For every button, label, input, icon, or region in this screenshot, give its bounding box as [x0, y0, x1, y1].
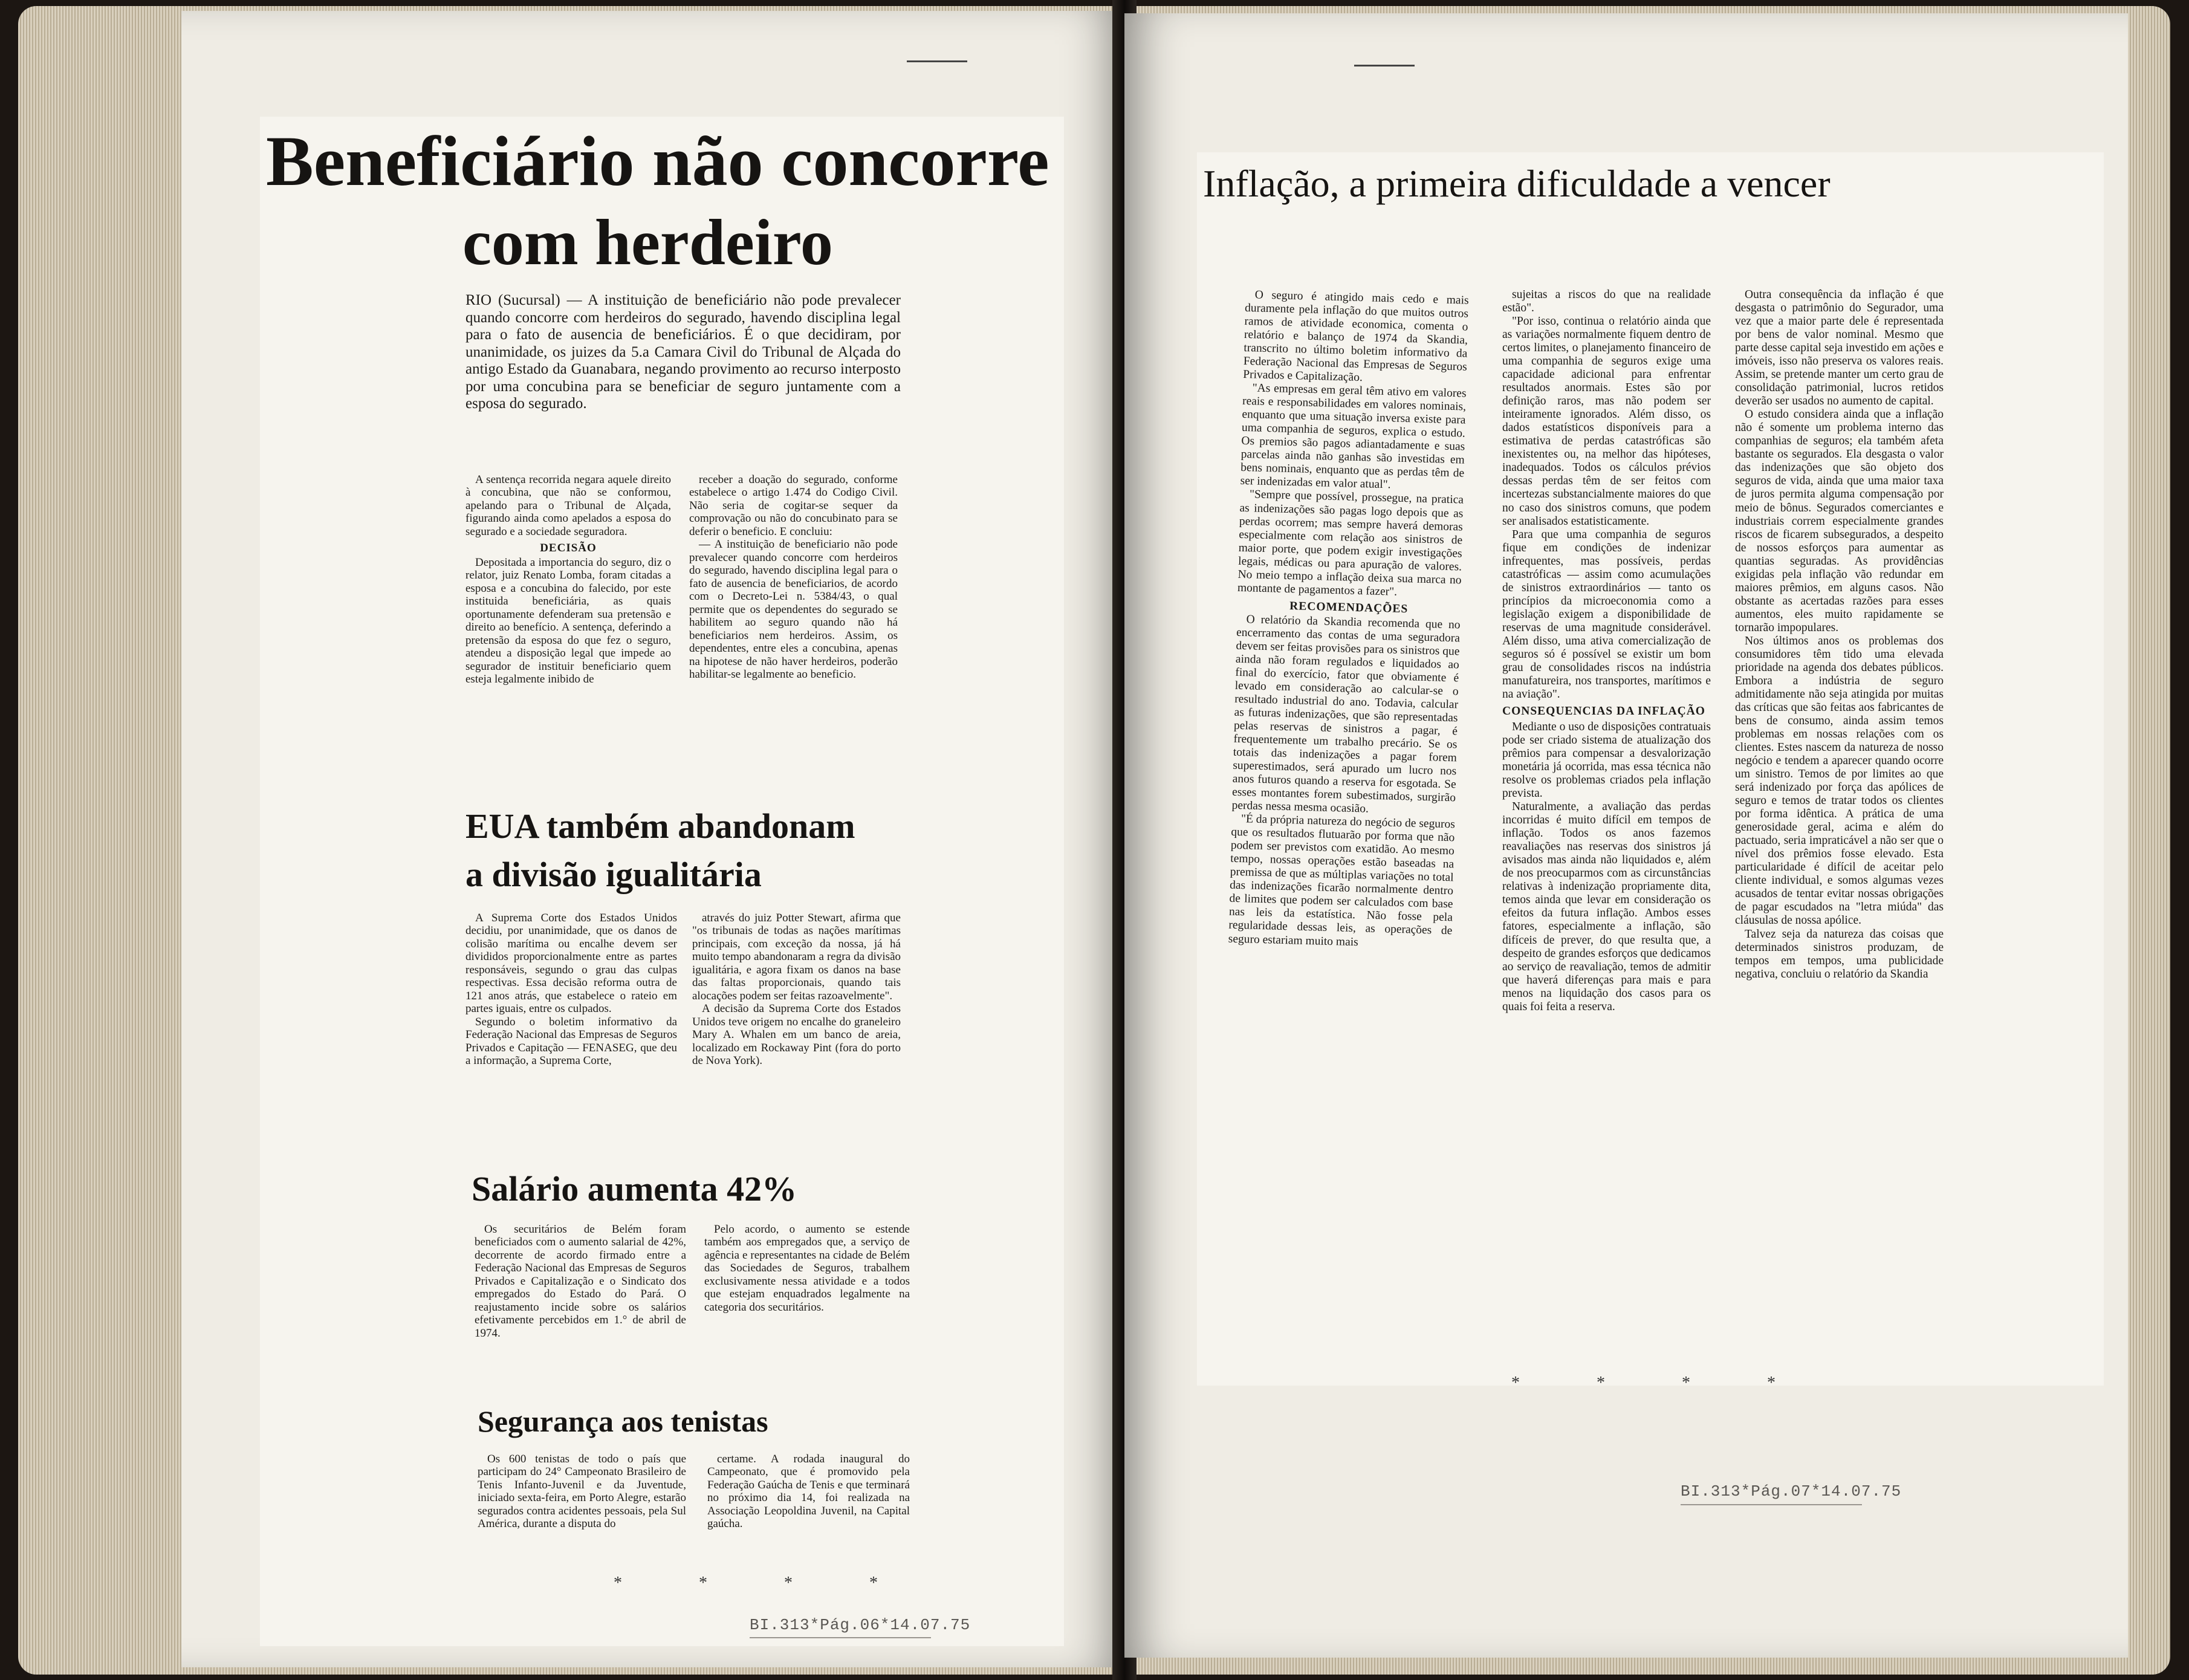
- article1-headline-line1: Beneficiário não concorre: [266, 122, 1049, 201]
- article3-headline: Salário aumenta 42%: [472, 1169, 797, 1208]
- article1-col1-paragraph-2: Depositada a importancia do seguro, diz o relator, juiz Renato Lomba, foram citadas a esposa e a concubina do falecido, por este instituida beneficiária, as quais oportunamente defenderam sua pretensão e direito ao benefício. A sentença, deferindo a pretensão da esposa do que fez o seguro, atendeu a disposição legal que impede ao segurador de instituir beneficiario quem esteja legalmente inibido de: [465, 556, 671, 686]
- article4-headline: Segurança aos tenistas: [478, 1404, 768, 1438]
- article1-subhead: DECISÃO: [540, 542, 597, 555]
- column-1: [1228, 288, 1469, 952]
- article4-col1-paragraph: Os 600 tenistas de todo o país que participam do 24° Campeonato Brasileiro de Tenis Infanto-Juvenil e da Juventude, iniciado sexta-feira, em Porto Alegre, estarão segurados contra acidentes pessoais, pela Sul América, durante a disputa do: [478, 1453, 686, 1531]
- col2-subhead: CONSEQUENCIAS DA INFLAÇÃO: [1502, 704, 1705, 718]
- col2-paragraph-5: Naturalmente, a avaliação das perdas incorridas é muito difícil em tempos de inflação. Todos os anos fazemos reavaliações nas reservas dos sinistros já avisados mas ainda não liquidados e, além de nos preocuparmos com as circunstâncias relativas à indenização propriamente dita, temos ainda que levar em consideração os efeitos da futura inflação. Ambos esses fatores, especialmente a inflação, são difíceis de prever, do que resulta que, a despeito de grandes esforços que dedicamos ao serviço de reavaliação, temos de admitir que haverá diferenças para mais e para menos na liquidação dos casos para os quais foi feita a reserva.: [1502, 800, 1711, 1013]
- headline: Inflação, a primeira dificuldade a vencer: [1203, 162, 1831, 205]
- article4-column-1: [478, 1453, 686, 1531]
- column-3: [1735, 288, 1944, 981]
- article2-headline-line2: a divisão igualitária: [465, 855, 762, 894]
- footer-rule: [750, 1637, 931, 1638]
- article2-col2-paragraph: através do juiz Potter Stewart, afirma que "os tribunais de todas as nações marítimas principais, com exceção da nossa, já há muito tempo abandonaram a regra da divisão igualitária, e agora fixam os danos na base das faltas proporcionais, quando tais alocações podem ser feitas razoavelmente".: [692, 912, 901, 1002]
- article3-col2-paragraph: Pelo acordo, o aumento se estende também aos empregados que, a serviço de agência e representantes na cidade de Belém das Sociedades de Seguros, trabalhem exclusivamente nessa atividade e a todos que estejam enquadrados legalmente na categoria dos securitários.: [704, 1223, 910, 1314]
- article3-column-1: [475, 1223, 686, 1340]
- col1-paragraph-3: "Sempre que possível, prossegue, na pratica as indenizações são pagas logo depois que as perdas ocorrem; mas sempre haverá demoras especialmente com relação aos sinistros de maior porte, que podem exigir investigações legais, médicas ou para apuração de valores. No meio tempo a inflação deixa sua marca no montante de pagamentos a fazer".: [1237, 488, 1464, 598]
- article2-col1-paragraph-2: Segundo o boletim informativo da Federação Nacional das Empresas de Seguros Privados e Capitação — FENASEG, que deu a informação, a Suprema Corte,: [465, 1015, 677, 1068]
- article1-intro: RIO (Sucursal) — A instituição de beneficiário não pode prevalecer quando concorre com herdeiros do segurado, havendo disciplina legal para o fato de ausencia de beneficiários. É o que decidiram, por unanimidade, os juizes da 5.a Camara Civil do Tribunal de Alçada do antigo Estado da Guanabara, negando provimento ao recurso interposto por uma concubina para se beneficiar de seguro juntamente com a esposa do segurado.: [465, 292, 901, 412]
- col1-subhead: RECOMENDAÇÕES: [1289, 599, 1409, 615]
- col3-paragraph-4: Talvez seja da natureza das coisas que determinados sinistros produzam, de tempos em tempos, uma publicidade negativa, concluiu o relatório da Skandia: [1735, 927, 1944, 981]
- article2-column-2: [692, 912, 901, 1068]
- col3-paragraph-2: O estudo considera ainda que a inflação não é somente um problema interno das companhias de seguros; ela também afeta bastante os segurados. Ela desgasta o valor das indenizações que são objeto dos seguros de vida, ainda que uma maior taxa de juros permita alguma compensação por meio de bônus. Segurados comerciantes e industriais correm especialmente grandes riscos de ficarem subsegurados, a despeito de nossos esforços para aumentar as quantias seguradas. As providências exigidas pela inflação vão redundar em maiores prêmios, em alguns casos. Não obstante as acertadas razões para esses aumentos, eles muito rapidamente se tornarão impopulares.: [1735, 408, 1944, 634]
- left-page: [181, 11, 1124, 1667]
- separator-stars: * * * *: [614, 1574, 914, 1592]
- page-footer: BI.313*Pág.06*14.07.75: [750, 1616, 971, 1634]
- col1-paragraph-1: O seguro é atingido mais cedo e mais duramente pela inflação do que muitos outros ramos de atividade economica, comenta o relatório e balanço de 1974 da Skandia, transcrito no último boletim informativo da Federação Nacional das Empresas de Seguros Privados e Capitalização.: [1242, 288, 1469, 384]
- article1-col2-paragraph-2: — A instituição de beneficiario não pode prevalecer quando concorre com herdeiros do segurado, havendo disciplina legal para o fato de ausencia de beneficiarios, de acordo com o Decreto-Lei n. 5384/43, o qual permite que os dependentes do segurado se habilitem ao seguro quando não há beneficiarios nem herdeiros. Assim, os dependentes, entre eles a concubina, apenas na hipotese de não haver herdeiros, poderão habilitar-se legalmente ao beneficio.: [689, 538, 898, 681]
- right-page: [1124, 13, 2128, 1658]
- col2-paragraph-1: sujeitas a riscos do que na realidade estão".: [1502, 288, 1711, 315]
- separator-stars: * * * *: [1511, 1374, 1812, 1392]
- column-2: [1502, 288, 1711, 1014]
- col2-paragraph-3: Para que uma companhia de seguros fique em condições de indenizar infrequentes, mas possíveis, perdas catastróficas — assim como acumulações de sinistros extraordinários — tanto os princípios da microeconomia como a legislação exigem a disponibilidade de reservas de uma magnitude considerável. Além disso, uma ativa comercialização de seguros só é possível se existir um bom grau de consolidades riscos na indústria manufatureira, nos transportes, marítimos e na aviação".: [1502, 528, 1711, 701]
- top-dash: [1354, 65, 1415, 66]
- col3-paragraph-1: Outra consequência da inflação é que desgasta o patrimônio do Segurador, uma vez que a maior parte dele é representada por bens de valor nominal. Mesmo que parte desse capital seja investido em ações e imóveis, isso não preserva os valores reais. Assim, se pretende manter um certo grau de consolidação patrimonial, lucros retidos deverão ser usados no aumento de capital.: [1735, 288, 1944, 408]
- article2-col2-paragraph-2: A decisão da Suprema Corte dos Estados Unidos teve origem no encalhe do graneleiro Mary A. Whalen em um banco de areia, localizado em Rockaway Pint (fora do porto de Nova York).: [692, 1002, 901, 1068]
- article4-column-2: [707, 1453, 910, 1531]
- col2-paragraph-2: "Por isso, continua o relatório ainda que as variações normalmente fiquem dentro de certos limites, o planejamento financeiro de uma companhia de seguros exige uma capacidade adicional para enfrentar resultados anormais. Estes são por definição raros, mas não podem ser inteiramente ignorados. Além disso, os dados estatísticos disponíveis para a estimativa de perdas catastróficas são inexistentes ou, na melhor das hipóteses, inadequados. Todos os cálculos prévios dessas perdas têm de ser feitos com incertezas substancialmente maiores do que no caso dos sinistros comuns, que podem ser analisados estatisticamente.: [1502, 315, 1711, 528]
- col1-paragraph-5: "É da própria natureza do negócio de seguros que os resultados flutuarão por forma que não podem ser previstos com exatidão. Ao mesmo tempo, nossas operações estão baseadas na premissa de que as múltiplas variações no total das indenizações ficarão normalmente dentro de limites que podem ser calculados com base nas leis da estatística. Não fosse pela regularidade dessas leis, as operações de seguro estariam muito mais: [1228, 812, 1456, 949]
- top-dash: [907, 60, 967, 62]
- article2-headline-line1: EUA também abandonam: [465, 806, 855, 846]
- article2-column-1: [465, 912, 677, 1068]
- page-footer: BI.313*Pág.07*14.07.75: [1681, 1482, 1902, 1500]
- article2-col1-paragraph: A Suprema Corte dos Estados Unidos decidiu, por unanimidade, que os danos de colisão marítima ou encalhe devem ser divididos proporcionalmente entre as partes responsáveis, segundo o grau das culpas respectivas. Essa decisão reforma outra de 121 anos atrás, que estabelece o rateio em partes iguais, entre os culpados.: [465, 912, 677, 1016]
- col1-paragraph-2: "As empresas em geral têm ativo em valores reais e responsabilidades em valores nominais, enquanto que uma situação inversa existe para uma companhia de seguros, explica o estudo. Os premios são pagos adiantadamente e suas parcelas ainda não ganhas são investidas em bens nominais, enquanto que as perdas têm de ser indenizadas em valor atual".: [1240, 381, 1467, 491]
- article1-column-1: [465, 473, 671, 686]
- col2-paragraph-4: Mediante o uso de disposições contratuais pode ser criado sistema de atualização dos prêmios para compensar a desvalorização monetária já ocorrida, mas essa técnica não resolve os problemas criados pela inflação prevista.: [1502, 721, 1711, 800]
- article1-headline-line2: com herdeiro: [462, 207, 833, 279]
- col3-paragraph-3: Nos últimos anos os problemas dos consumidores têm tido uma elevada prioridade na agenda dos debates públicos. Embora a indústria de seguro admitidamente não seja atingida por muitas das críticas que são feitas aos fabricantes de bens de consumo, ainda assim temos problemas em nossas relações com os clientes. Estes nascem da natureza de nosso negócio e tendem a aparecer quando ocorre um sinistro. Temos de por limites ao que será indenizado por força das apólices de seguro e temos de tratar todos os clientes por forma idêntica. A prática de uma generosidade geral, acima e além do pactuado, seria impraticável a não ser que o nível dos prêmios fosse elevado. Esta particularidade é difícil de aceitar pelo cliente individual, e somos algumas vezes acusados de tentar evitar nossas obrigações de pagar escudados na "letra miúda" das cláusulas de nossa apólice.: [1735, 634, 1944, 927]
- col1-paragraph-4: O relatório da Skandia recomenda que no encerramento das contas de uma seguradora devem ser feitas provisões para os sinistros que ainda não foram regulados e liquidados ao final do exercício, fator que obviamente é levado em consideração ao calcular-se o resultado industrial do ano. Todavia, calcular as futuras indenizações, que são representadas pelas reservas de sinistros a pagar, é frequentemente um trabalho precário. Se os totais das indenizações a pagar forem superestimados, será apurado um lucro nos anos futuros quando a reserva for esgotada. Se esses montantes forem subestimados, surgirão perdas nessa mesma ocasião.: [1231, 612, 1461, 816]
- article4-col2-paragraph: certame. A rodada inaugural do Campeonato, que é promovido pela Federação Gaúcha de Tenis e que terminará no próximo dia 14, foi realizada na Associação Leopoldina Juvenil, na Capital gaúcha.: [707, 1453, 910, 1531]
- footer-rule: [1681, 1504, 1862, 1505]
- article1-column-2: [689, 473, 898, 681]
- article3-col1-paragraph: Os securitários de Belém foram beneficiados com o aumento salarial de 42%, decorrente de acordo firmado entre a Federação Nacional das Empresas de Seguros Privados e Capitalização e o Sindicato dos empregados do Estado do Pará. O reajustamento incide sobre os salários efetivamente percebidos em 1.° de abril de 1974.: [475, 1223, 686, 1340]
- article1-col1-paragraph: A sentença recorrida negara aquele direito à concubina, que não se conformou, apelando para o Tribunal de Alçada, figurando ainda como apelados a esposa do segurado e a sociedade seguradora.: [465, 473, 671, 538]
- article1-col2-paragraph: receber a doação do segurado, conforme estabelece o artigo 1.474 do Codigo Civil. Não seria de cogitar-se sequer da comprovação ou não do concubinato para se deferir o beneficio. E concluiu:: [689, 473, 898, 538]
- article3-column-2: [704, 1223, 910, 1314]
